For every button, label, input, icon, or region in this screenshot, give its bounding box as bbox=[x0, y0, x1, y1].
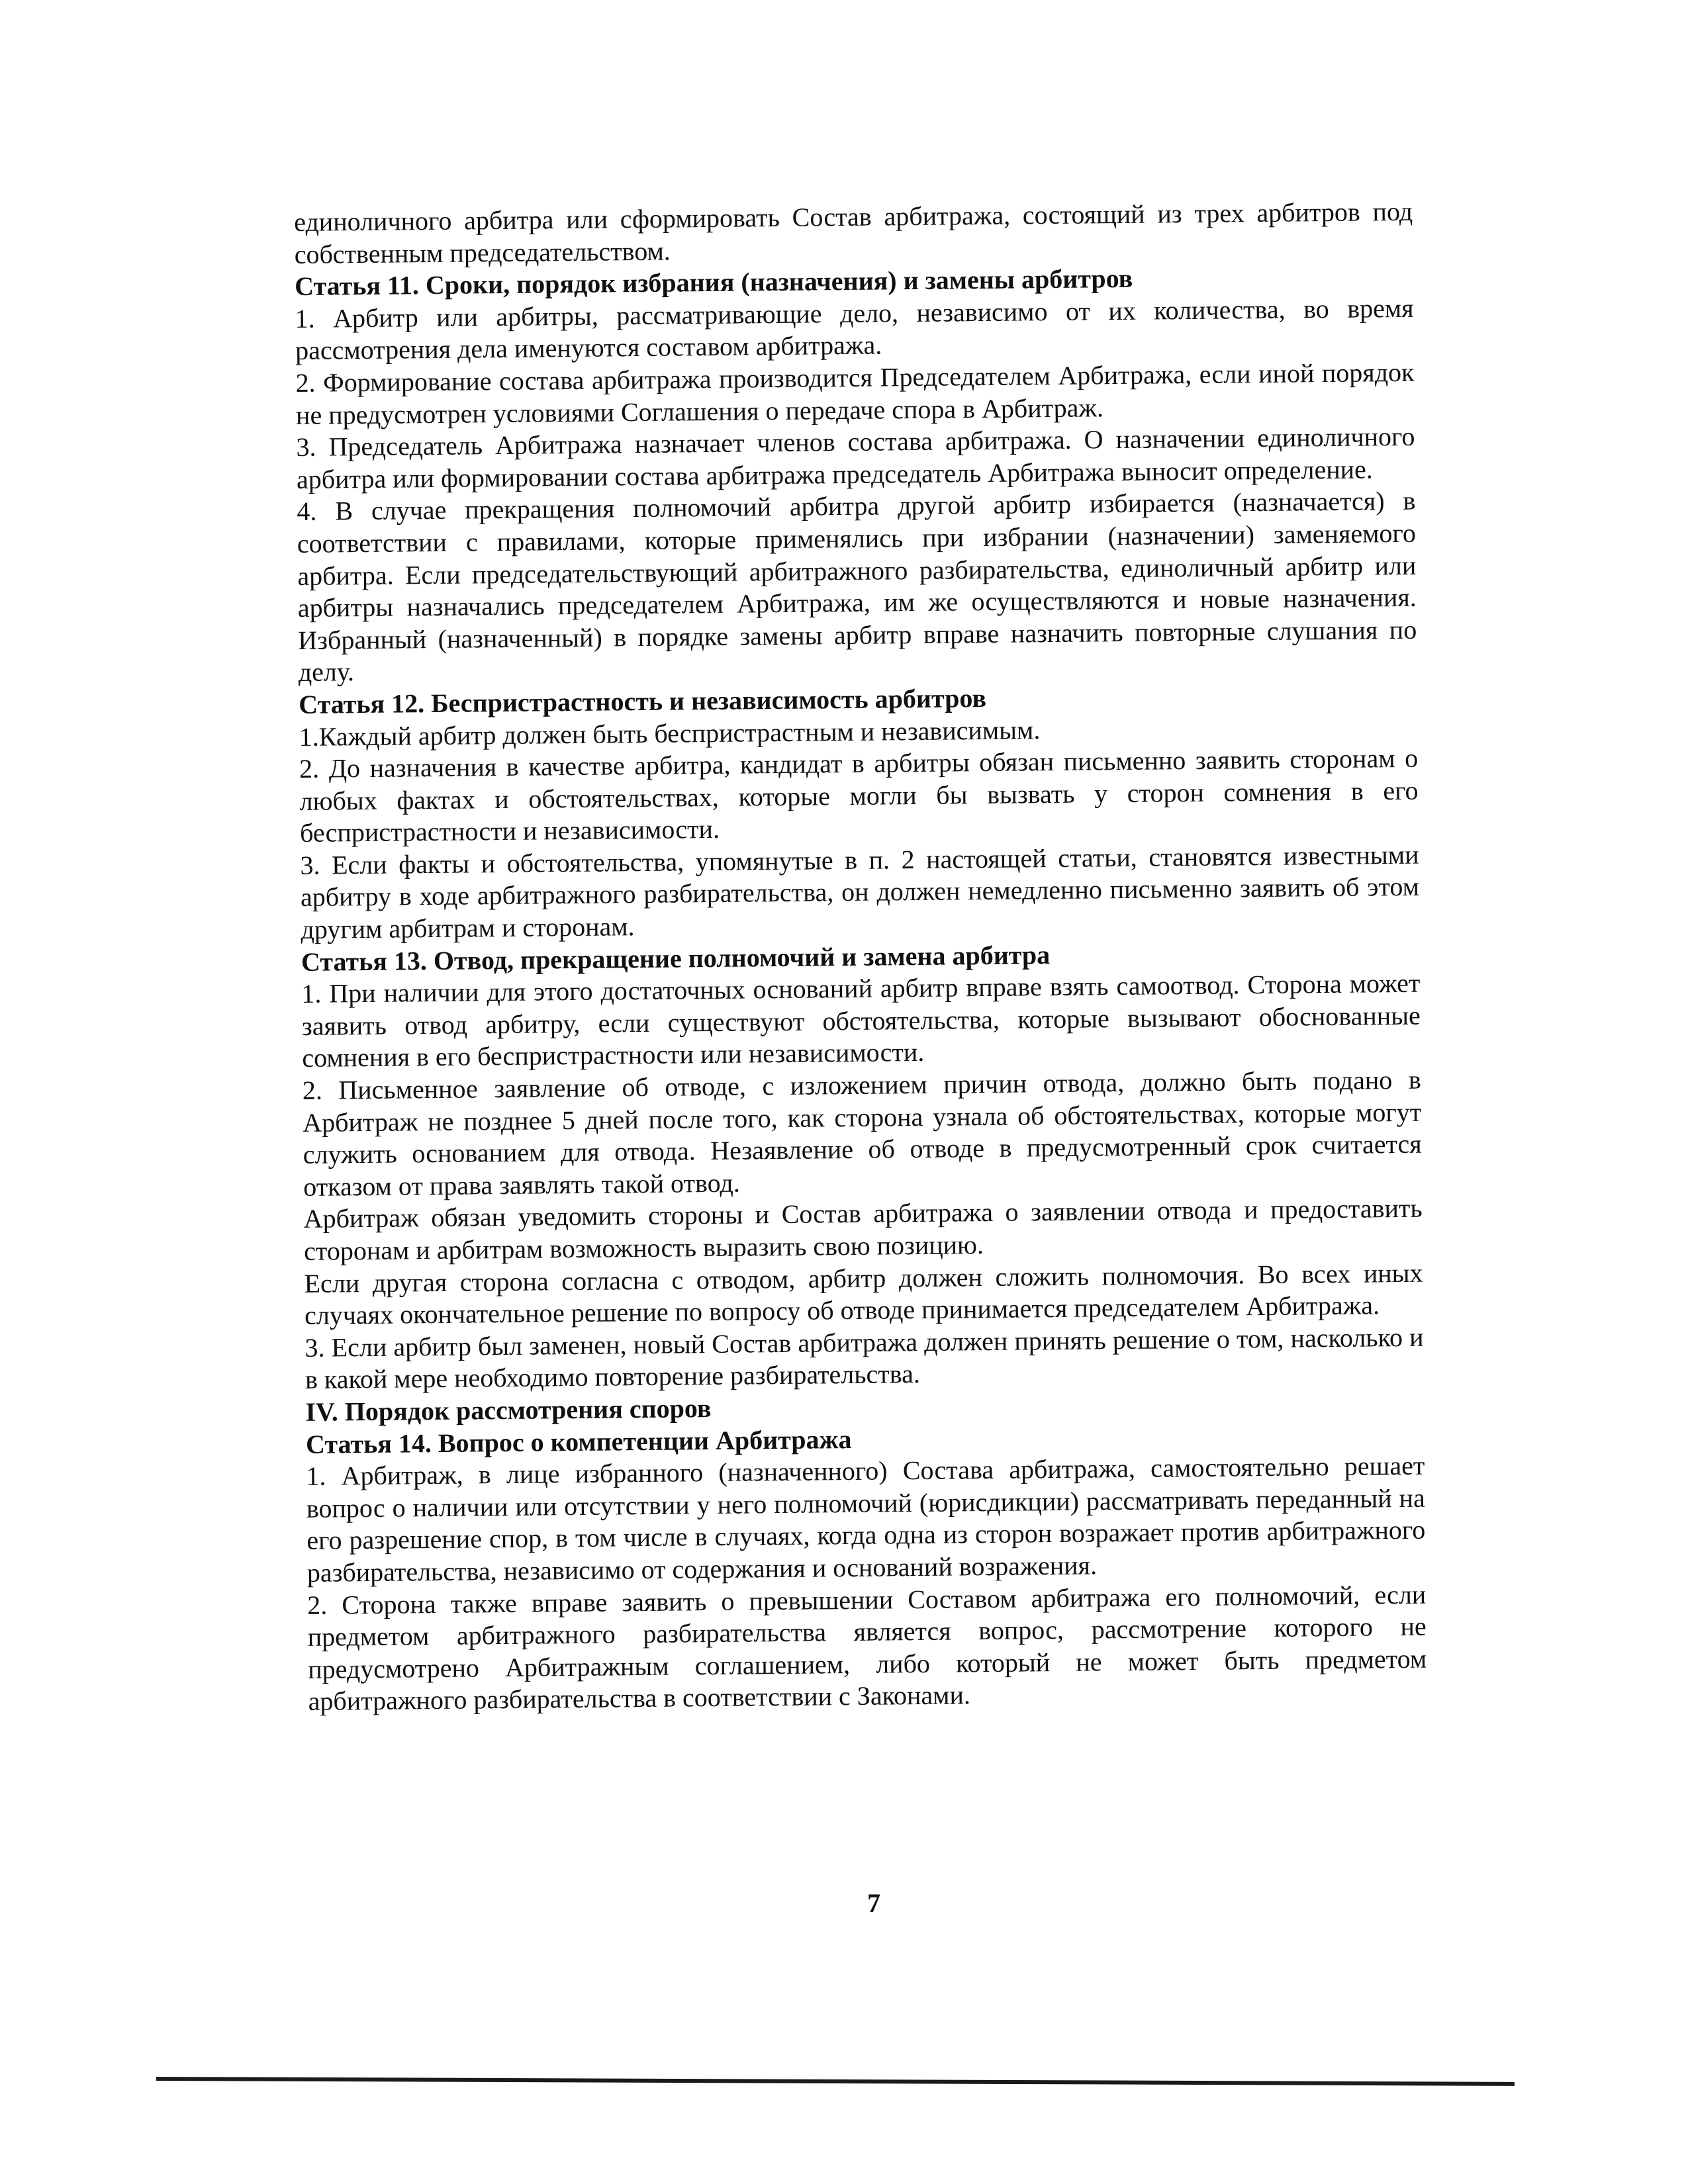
paragraph: Если другая сторона согласна с отводом, арбитр должен сложить полномочия. Во всех иных случаях окончательное решение по вопросу об отводе принимается председателем Арбитража. bbox=[304, 1257, 1423, 1331]
paragraph: 2. Формирование состава арбитража производится Председателем Арбитража, если иной порядок не предусмотрен условиями Соглашения о передаче спора в Арбитраж. bbox=[295, 357, 1415, 430]
paragraph: 3. Если факты и обстоятельства, упомянутые в п. 2 настоящей статьи, становятся известными арбитру в ходе арбитражного разбирательства, он должен немедленно письменно заявить об этом другим арбитрам и сторонам. bbox=[300, 839, 1420, 945]
article-heading: Статья 13. Отвод, прекращение полномочий и замена арбитра bbox=[301, 939, 1051, 977]
paragraph: 1. Арбитр или арбитры, рассматривающие дело, независимо от их количества, во время рассмотрения дела именуются составом арбитража. bbox=[295, 293, 1414, 366]
article-heading: Статья 11. Сроки, порядок избрания (назначения) и замены арбитров bbox=[294, 263, 1133, 302]
paragraph: 2. До назначения в качестве арбитра, кандидат в арбитры обязан письменно заявить сторонам о любых фактах и обстоятельствах, которые могли бы вызвать у сторон сомнения в его беспристрастности и независимости. bbox=[299, 743, 1419, 848]
paragraph: 3. Если арбитр был заменен, новый Состав арбитража должен принять решение о том, насколько и в какой мере необходимо повторение разбирательства. bbox=[305, 1322, 1424, 1395]
page-number: 7 bbox=[867, 1888, 880, 1918]
paragraph: 1. Арбитраж, в лице избранного (назначенного) Состава арбитража, самостоятельно решает вопрос о наличии или отсутствии у него полномочий (юрисдикции) рассматривать переданный на его разрешение спор, в том числе в случаях, когда одна из сторон возражает против арбитражного разбирательства, независимо от содержания и оснований возражения. bbox=[306, 1450, 1426, 1588]
paragraph: 1.Каждый арбитр должен быть беспристрастным и независимым. bbox=[299, 714, 1041, 752]
article-heading: Статья 14. Вопрос о компетенции Арбитража bbox=[305, 1424, 852, 1459]
bottom-divider bbox=[156, 2077, 1515, 2086]
section-heading: IV. Порядок рассмотрения споров bbox=[305, 1393, 712, 1427]
paragraph: 2. Сторона также вправе заявить о превышении Составом арбитража его полномочий, если предметом арбитражного разбирательства является вопрос, рассмотрение которого не предусмотрено Арбитражным соглашением, либо который не может быть предметом арбитражного разбирательства в соответствии с Законами. bbox=[307, 1579, 1427, 1717]
paragraph: 4. В случае прекращения полномочий арбитра другой арбитр избирается (назначается) в соответствии с правилами, которые применялись при избрании (назначении) заменяемого арбитра. Если председательствующий арбитражного разбирательства, единоличный арбитр или арбитры назначались председателем Арбитража, им же осуществляются и новые назначения. Избранный (назначенный) в порядке замены арбитр вправе назначить повторные слушания по делу. bbox=[297, 486, 1417, 688]
paragraph: 1. При наличии для этого достаточных оснований арбитр вправе взять самоотвод. Сторона может заявить отвод арбитру, если существуют обстоятельства, которые вызывают обоснованные сомнения в его беспристрастности или независимости. bbox=[301, 968, 1421, 1073]
paragraph: 2. Письменное заявление об отводе, с изложением причин отвода, должно быть подано в Арбитраж не позднее 5 дней после того, как сторона узнала об обстоятельствах, которые могут служить основанием для отвода. Незаявление об отводе в предусмотренный срок считается отказом от права заявлять такой отвод. bbox=[302, 1064, 1422, 1202]
document-body bbox=[294, 196, 1427, 1718]
article-heading: Статья 12. Беспристрастность и независимость арбитров bbox=[299, 682, 987, 719]
paragraph: 3. Председатель Арбитража назначает членов состава арбитража. О назначении единоличного арбитра или формировании состава арбитража председатель Арбитража выносит определение. bbox=[296, 421, 1415, 494]
paragraph: единоличного арбитра или сформировать Состав арбитража, состоящий из трех арбитров под собственным председательством. bbox=[294, 196, 1413, 269]
paragraph: Арбитраж обязан уведомить стороны и Состав арбитража о заявлении отвода и предоставить сторонам и арбитрам возможность выразить свою позицию. bbox=[303, 1193, 1423, 1266]
